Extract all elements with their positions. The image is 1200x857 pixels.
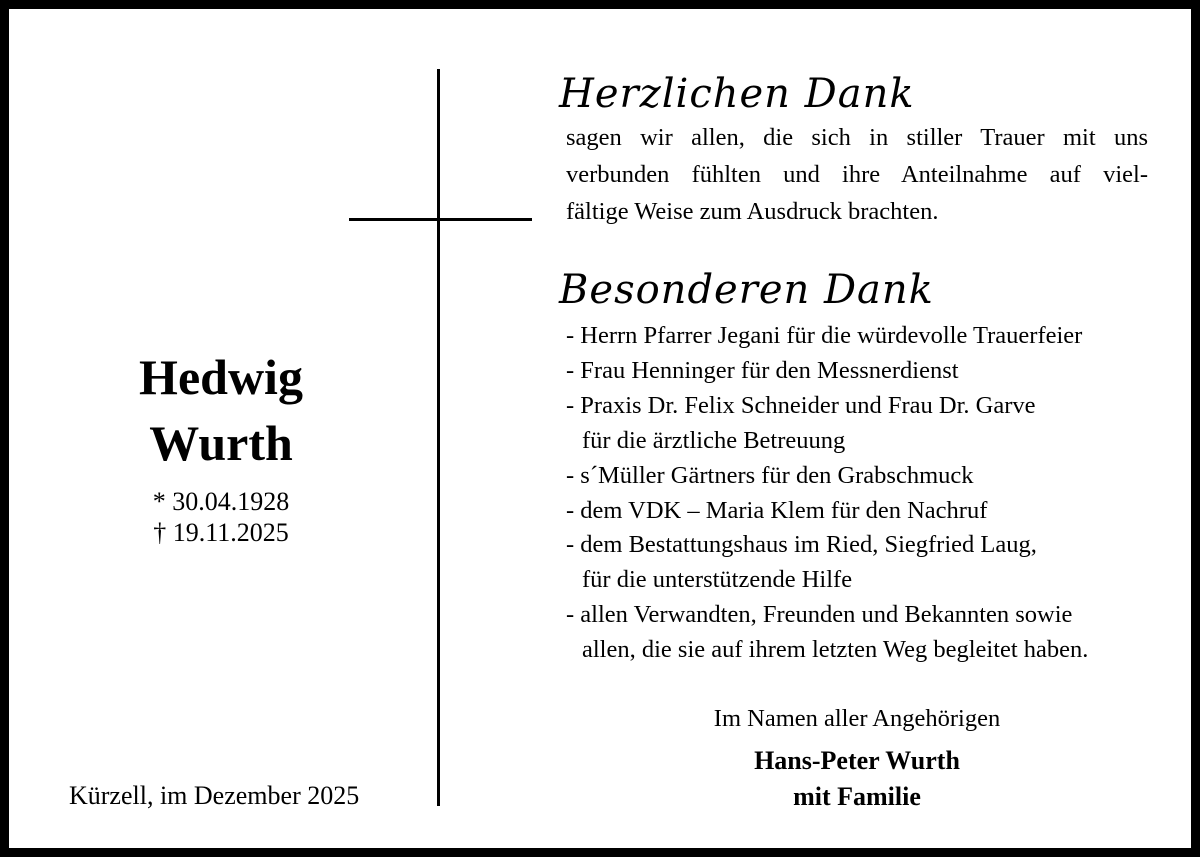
signer-name: Hans-Peter Wurth xyxy=(754,746,960,775)
birth-date: * 30.04.1928 xyxy=(152,487,290,516)
heading-special-thanks: Besonderen Dank xyxy=(559,267,934,313)
intro-text xyxy=(566,119,1148,230)
list-item: - Praxis Dr. Felix Schneider und Frau Dr. Garve xyxy=(566,391,1036,419)
deceased-last-name: Wurth xyxy=(149,415,293,471)
special-thanks-list xyxy=(566,319,1166,668)
list-item: - allen Verwandten, Freunden und Bekannten sowie xyxy=(566,601,1073,629)
intro-line: sagen wir allen, die sich in stiller Trauer mit uns xyxy=(566,124,1148,151)
signer-family: mit Familie xyxy=(793,782,921,811)
list-item: - s´Müller Gärtners für den Grabschmuck xyxy=(566,461,974,489)
list-item-continuation: allen, die sie auf ihrem letzten Weg begleitet haben. xyxy=(582,636,1089,664)
signoff-text: Im Namen aller Angehörigen xyxy=(713,705,1001,732)
list-item: - dem VDK – Maria Klem für den Nachruf xyxy=(566,496,988,524)
intro-line: verbunden fühlten und ihre Anteilnahme auf viel- xyxy=(566,161,1148,188)
list-item: - dem Bestattungshaus im Ried, Siegfried Laug, xyxy=(566,531,1037,559)
cross-horizontal-bar xyxy=(349,218,532,221)
heading-thanks: Herzlichen Dank xyxy=(559,71,915,117)
list-item: - Frau Henninger für den Messnerdienst xyxy=(566,356,959,384)
deceased-first-name: Hedwig xyxy=(139,349,303,405)
cross-vertical-bar xyxy=(437,69,440,806)
list-item-continuation: für die ärztliche Betreuung xyxy=(582,426,846,454)
list-item: - Herrn Pfarrer Jegani für die würdevolle Trauerfeier xyxy=(566,322,1083,349)
list-item-continuation: für die unterstützende Hilfe xyxy=(582,566,853,594)
intro-line: fältige Weise zum Ausdruck brachten. xyxy=(566,198,939,225)
death-date: † 19.11.2025 xyxy=(153,518,289,547)
place-and-date: Kürzell, im Dezember 2025 xyxy=(69,781,360,810)
